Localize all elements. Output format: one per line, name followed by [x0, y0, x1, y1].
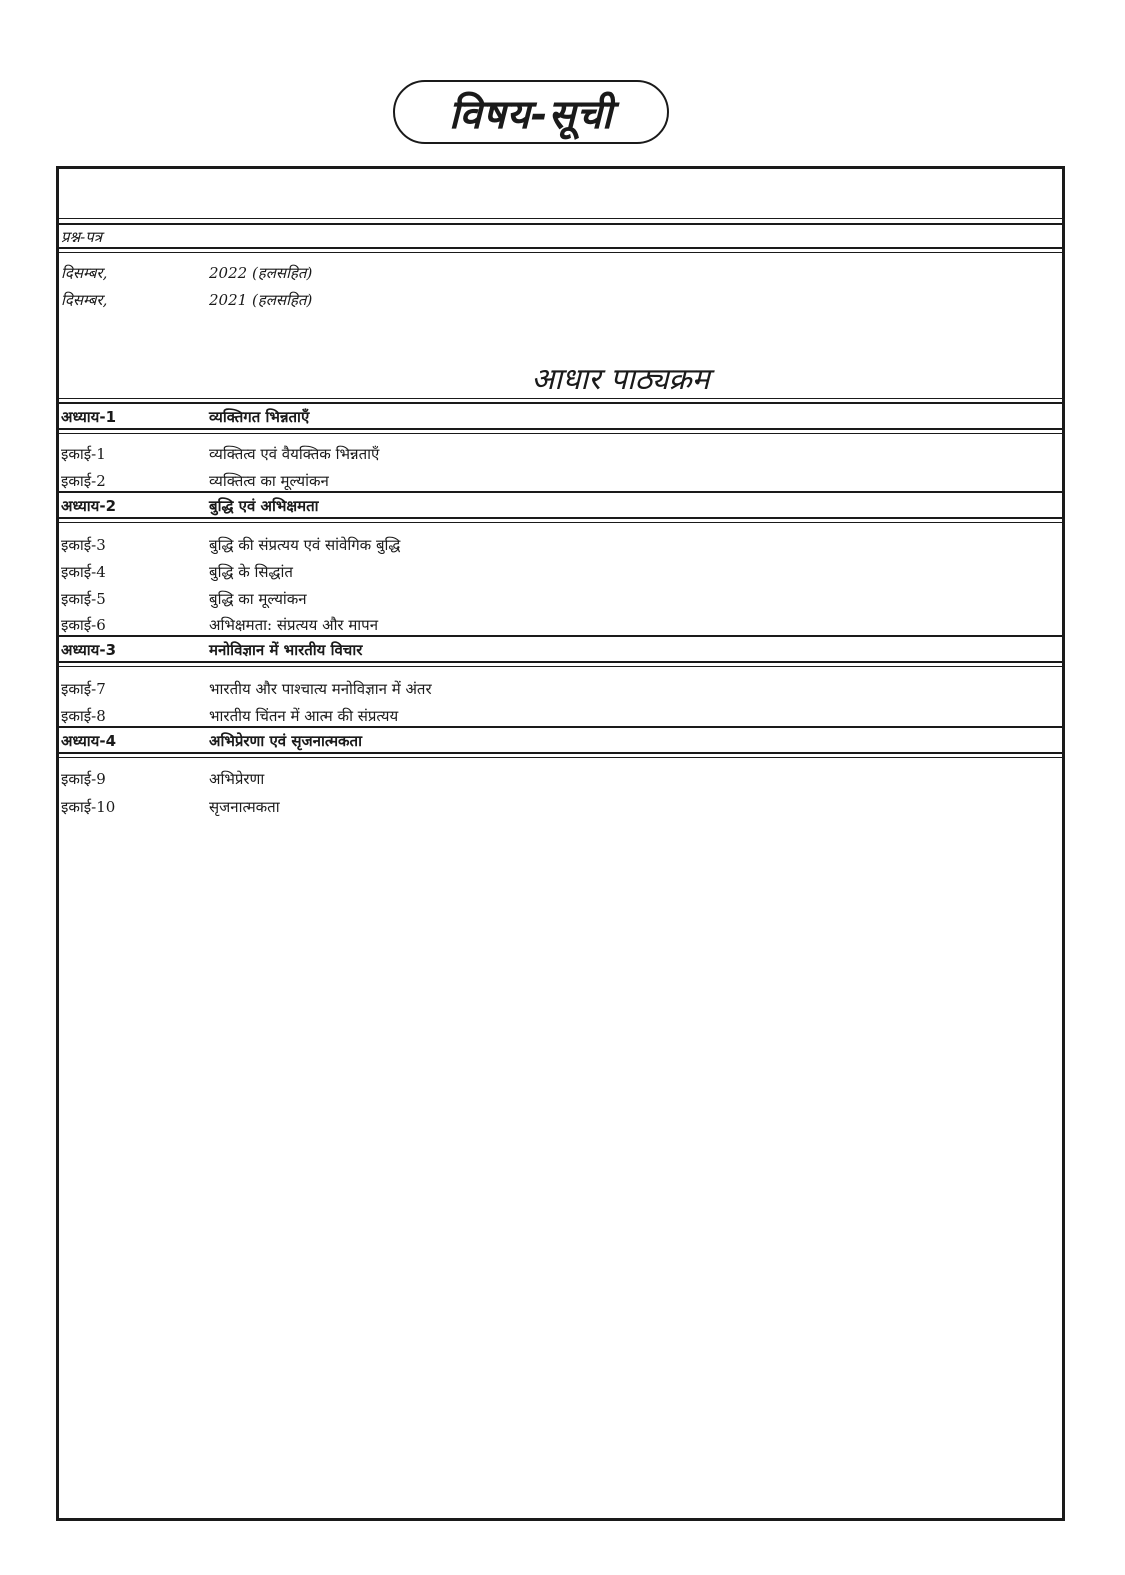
chapter-title: बुद्धि एवं अभिक्षमता — [209, 497, 319, 515]
unit-title: व्यक्तित्व का मूल्यांकन — [209, 472, 329, 490]
unit-label: इकाई-1 — [61, 445, 106, 463]
unit-title: सृजनात्मकता — [209, 798, 280, 816]
chapter-title: व्यक्तिगत भिन्नताएँ — [209, 408, 310, 426]
unit-title: व्यक्तित्व एवं वैयक्तिक भिन्नताएँ — [209, 445, 380, 463]
divider — [59, 522, 1062, 523]
unit-label: इकाई-8 — [61, 707, 106, 725]
paper-month: दिसम्बर, — [61, 264, 108, 282]
unit-label: इकाई-2 — [61, 472, 106, 490]
chapter-label: अध्याय-2 — [61, 497, 117, 515]
paper-year: 2022 (हलसहित) — [209, 264, 313, 282]
unit-label: इकाई-10 — [61, 798, 116, 816]
chapter-label: अध्याय-4 — [61, 732, 117, 750]
section-title: आधार पाठ्यक्रम — [531, 362, 710, 397]
divider — [59, 252, 1062, 253]
question-paper-label: प्रश्न-पत्र — [61, 228, 103, 246]
contents-frame — [56, 166, 1065, 1521]
unit-title: भारतीय और पाश्चात्य मनोविज्ञान में अंतर — [209, 680, 432, 698]
chapter-header — [59, 402, 1062, 430]
chapter-title: मनोविज्ञान में भारतीय विचार — [209, 641, 363, 659]
unit-label: इकाई-9 — [61, 770, 106, 788]
paper-year: 2021 (हलसहित) — [209, 291, 313, 309]
unit-label: इकाई-5 — [61, 590, 106, 608]
unit-label: इकाई-3 — [61, 536, 106, 554]
unit-title: बुद्धि का मूल्यांकन — [209, 590, 307, 608]
divider — [59, 218, 1062, 219]
unit-label: इकाई-4 — [61, 563, 106, 581]
paper-month: दिसम्बर, — [61, 291, 108, 309]
chapter-header — [59, 726, 1062, 754]
unit-label: इकाई-7 — [61, 680, 106, 698]
unit-title: अभिप्रेरणा — [209, 770, 265, 788]
unit-title: बुद्धि के सिद्धांत — [209, 563, 293, 581]
chapter-title: अभिप्रेरणा एवं सृजनात्मकता — [209, 732, 362, 750]
chapter-header — [59, 635, 1062, 663]
divider — [59, 398, 1062, 399]
divider — [59, 433, 1062, 434]
paper-row — [59, 290, 1062, 312]
chapter-label: अध्याय-1 — [61, 408, 117, 426]
divider — [59, 666, 1062, 667]
unit-label: इकाई-6 — [61, 616, 106, 634]
unit-title: भारतीय चिंतन में आत्म की संप्रत्यय — [209, 707, 399, 725]
divider — [59, 757, 1062, 758]
question-paper-header — [59, 223, 1062, 249]
unit-title: अभिक्षमता: संप्रत्यय और मापन — [209, 616, 379, 634]
paper-row — [59, 263, 1062, 285]
chapter-label: अध्याय-3 — [61, 641, 117, 659]
unit-title: बुद्धि की संप्रत्यय एवं सांवेगिक बुद्धि — [209, 536, 401, 554]
page-title: विषय-सूची — [393, 80, 669, 144]
chapter-header — [59, 491, 1062, 519]
